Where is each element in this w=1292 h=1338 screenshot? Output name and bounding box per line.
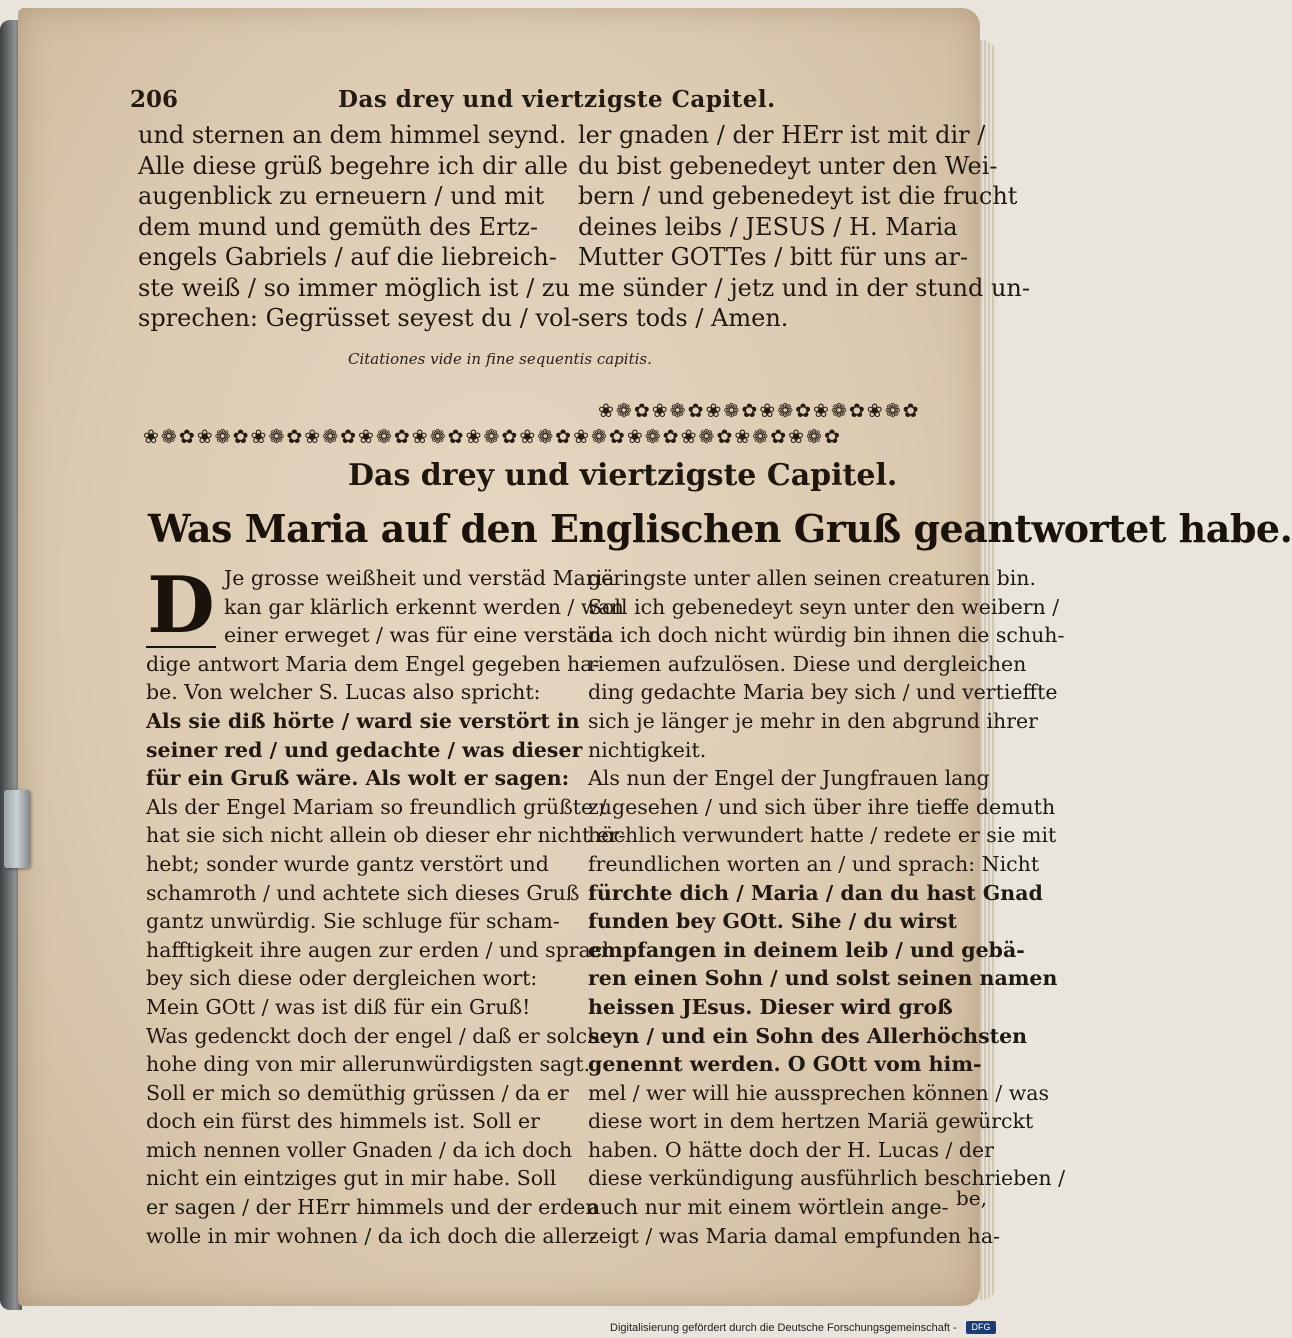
- dfg-logo: DFG: [966, 1321, 996, 1334]
- text-line: da ich doch nicht würdig bin ihnen die schuh-: [588, 623, 1065, 648]
- text-line: me sünder / jetz und in der stund un-: [578, 273, 1030, 302]
- text-line: mel / wer will hie aussprechen können / was: [588, 1080, 1049, 1105]
- text-line: ste weiß / so immer möglich ist / zu: [138, 273, 571, 302]
- ornament-border: ❀❁✿❀❁✿❀❁✿❀❁✿❀❁✿❀❁✿: [598, 400, 921, 422]
- chapter-subtitle: Was Maria auf den Englischen Gruß geantwortet habe.: [148, 506, 1292, 551]
- text-line: Soll ich gebenedeyt seyn unter den weibern /: [588, 594, 1060, 619]
- catchword: be,: [956, 1186, 987, 1210]
- text-line: er sagen / der HErr himmels und der erden: [146, 1195, 599, 1220]
- text-line: Mutter GOTTes / bitt für uns ar-: [578, 243, 969, 271]
- text-line: Als der Engel Mariam so freundlich grüßte /: [146, 794, 607, 819]
- text-line: schamroth / und achtete sich dieses Gruß: [146, 880, 580, 905]
- text-line: ding gedachte Maria bey sich / und vertieffte: [588, 680, 1058, 705]
- text-line: für ein Gruß wäre. Als wolt er sagen:: [146, 766, 570, 791]
- text-line: fürchte dich / Maria / dan du hast Gnad: [588, 880, 1043, 905]
- top-right-column: [578, 120, 1030, 334]
- book-clasp: [4, 790, 30, 868]
- text-line: sich je länger je mehr in den abgrund ihrer: [588, 708, 1038, 733]
- text-line: nichtigkeit.: [588, 737, 707, 762]
- decorated-initial: D: [147, 560, 215, 651]
- text-line: heissen JEsus. Dieser wird groß: [588, 994, 953, 1019]
- text-line: seyn / und ein Sohn des Allerhöchsten: [588, 1023, 1028, 1048]
- text-line: funden bey GOtt. Sihe / du wirst: [588, 909, 957, 934]
- text-line: diese verkündigung ausführlich beschrieben /: [588, 1166, 1066, 1191]
- text-line: ren einen Sohn / und solst seinen namen: [588, 966, 1058, 991]
- text-line: hafftigkeit ihre augen zur erden / und sprach: [146, 937, 616, 962]
- text-line: deines leibs / JESUS / H. Maria: [578, 212, 958, 241]
- text-line: geringste unter allen seinen creaturen bin.: [588, 566, 1037, 590]
- text-line: einer erweget / was für eine verstän-: [224, 623, 609, 648]
- text-line: ler gnaden / der HErr ist mit dir /: [578, 121, 986, 149]
- text-line: bey sich diese oder dergleichen wort:: [146, 966, 538, 991]
- digitization-footer: Digitalisierung gefördert durch die Deutsche Forschungsgemeinschaft -: [610, 1322, 957, 1334]
- text-line: riemen aufzulösen. Diese und dergleichen: [588, 651, 1027, 676]
- text-line: Alle diese grüß begehre ich dir alle: [138, 151, 568, 180]
- text-line: hebt; sonder wurde gantz verstört und: [146, 851, 549, 876]
- top-left-column: [138, 120, 580, 334]
- text-line: und sternen an dem himmel seynd.: [138, 121, 567, 149]
- text-line: augenblick zu erneuern / und mit: [138, 182, 545, 210]
- text-line: haben. O hätte doch der H. Lucas / der: [588, 1137, 994, 1162]
- text-line: bern / und gebenedeyt ist die frucht: [578, 182, 1018, 210]
- text-line: sers tods / Amen.: [578, 304, 789, 332]
- text-line: mich nennen voller Gnaden / da ich doch: [146, 1137, 573, 1162]
- book-page: [18, 8, 1292, 1306]
- text-line: diese wort in dem hertzen Mariä gewürckt: [588, 1109, 1034, 1134]
- citation-note: Citationes vide in fine sequentis capitis.: [348, 350, 652, 368]
- body-left-column: [146, 560, 626, 1250]
- text-line: dem mund und gemüth des Ertz-: [138, 212, 538, 241]
- text-line: doch ein fürst des himmels ist. Soll er: [146, 1109, 540, 1134]
- text-line: genennt werden. O GOtt vom him-: [588, 1052, 982, 1077]
- text-line: hohe ding von mir allerunwürdigsten sagt.: [146, 1052, 591, 1077]
- text-line: dige antwort Maria dem Engel gegeben ha-: [146, 651, 600, 676]
- text-line: auch nur mit einem wörtlein ange-: [588, 1195, 949, 1220]
- text-line: empfangen in deinem leib / und gebä-: [588, 937, 1025, 962]
- text-line: kan gar klärlich erkennt werden / wan: [224, 594, 624, 619]
- page-number: 206: [130, 86, 179, 113]
- text-line: nicht ein eintziges gut in mir habe. Soll: [146, 1166, 557, 1191]
- text-line: Als nun der Engel der Jungfrauen lang: [588, 766, 990, 791]
- text-line: zugesehen / und sich über ihre tieffe demuth: [588, 794, 1056, 819]
- text-line: Je grosse weißheit und verstäd Mariä: [224, 566, 615, 590]
- text-line: Soll er mich so demüthig grüssen / da er: [146, 1080, 569, 1105]
- text-line: du bist gebenedeyt unter den Wei-: [578, 151, 998, 180]
- text-line: gantz unwürdig. Sie schluge für scham-: [146, 909, 560, 934]
- text-line: zeigt / was Maria damal empfunden ha-: [588, 1223, 1000, 1248]
- text-line: be. Von welcher S. Lucas also spricht:: [146, 680, 541, 705]
- text-line: höchlich verwundert hatte / redete er sie mit: [588, 823, 1057, 848]
- text-line: sprechen: Gegrüsset seyest du / vol-: [138, 304, 580, 332]
- text-line: Mein GOtt / was ist diß für ein Gruß!: [146, 994, 531, 1019]
- text-line: freundlichen worten an / und sprach: Nicht: [588, 851, 1040, 876]
- running-title: Das drey und viertzigste Capitel.: [338, 86, 776, 113]
- chapter-heading: Das drey und viertzigste Capitel.: [348, 458, 898, 493]
- body-right-column: [588, 564, 1066, 1250]
- text-line: Als sie diß hörte / ward sie verstört in: [146, 708, 580, 733]
- text-line: seiner red / und gedachte / was dieser: [146, 737, 583, 762]
- text-line: engels Gabriels / auf die liebreich-: [138, 243, 557, 271]
- text-line: wolle in mir wohnen / da ich doch die aller-: [146, 1223, 597, 1248]
- text-line: hat sie sich nicht allein ob dieser ehr nicht er-: [146, 823, 626, 848]
- ornament-border: ❀❁✿❀❁✿❀❁✿❀❁✿❀❁✿❀❁✿❀❁✿❀❁✿❀❁✿❀❁✿❀❁✿❀❁✿❀❁✿: [143, 426, 842, 448]
- text-line: Was gedenckt doch der engel / daß er solche: [146, 1023, 613, 1048]
